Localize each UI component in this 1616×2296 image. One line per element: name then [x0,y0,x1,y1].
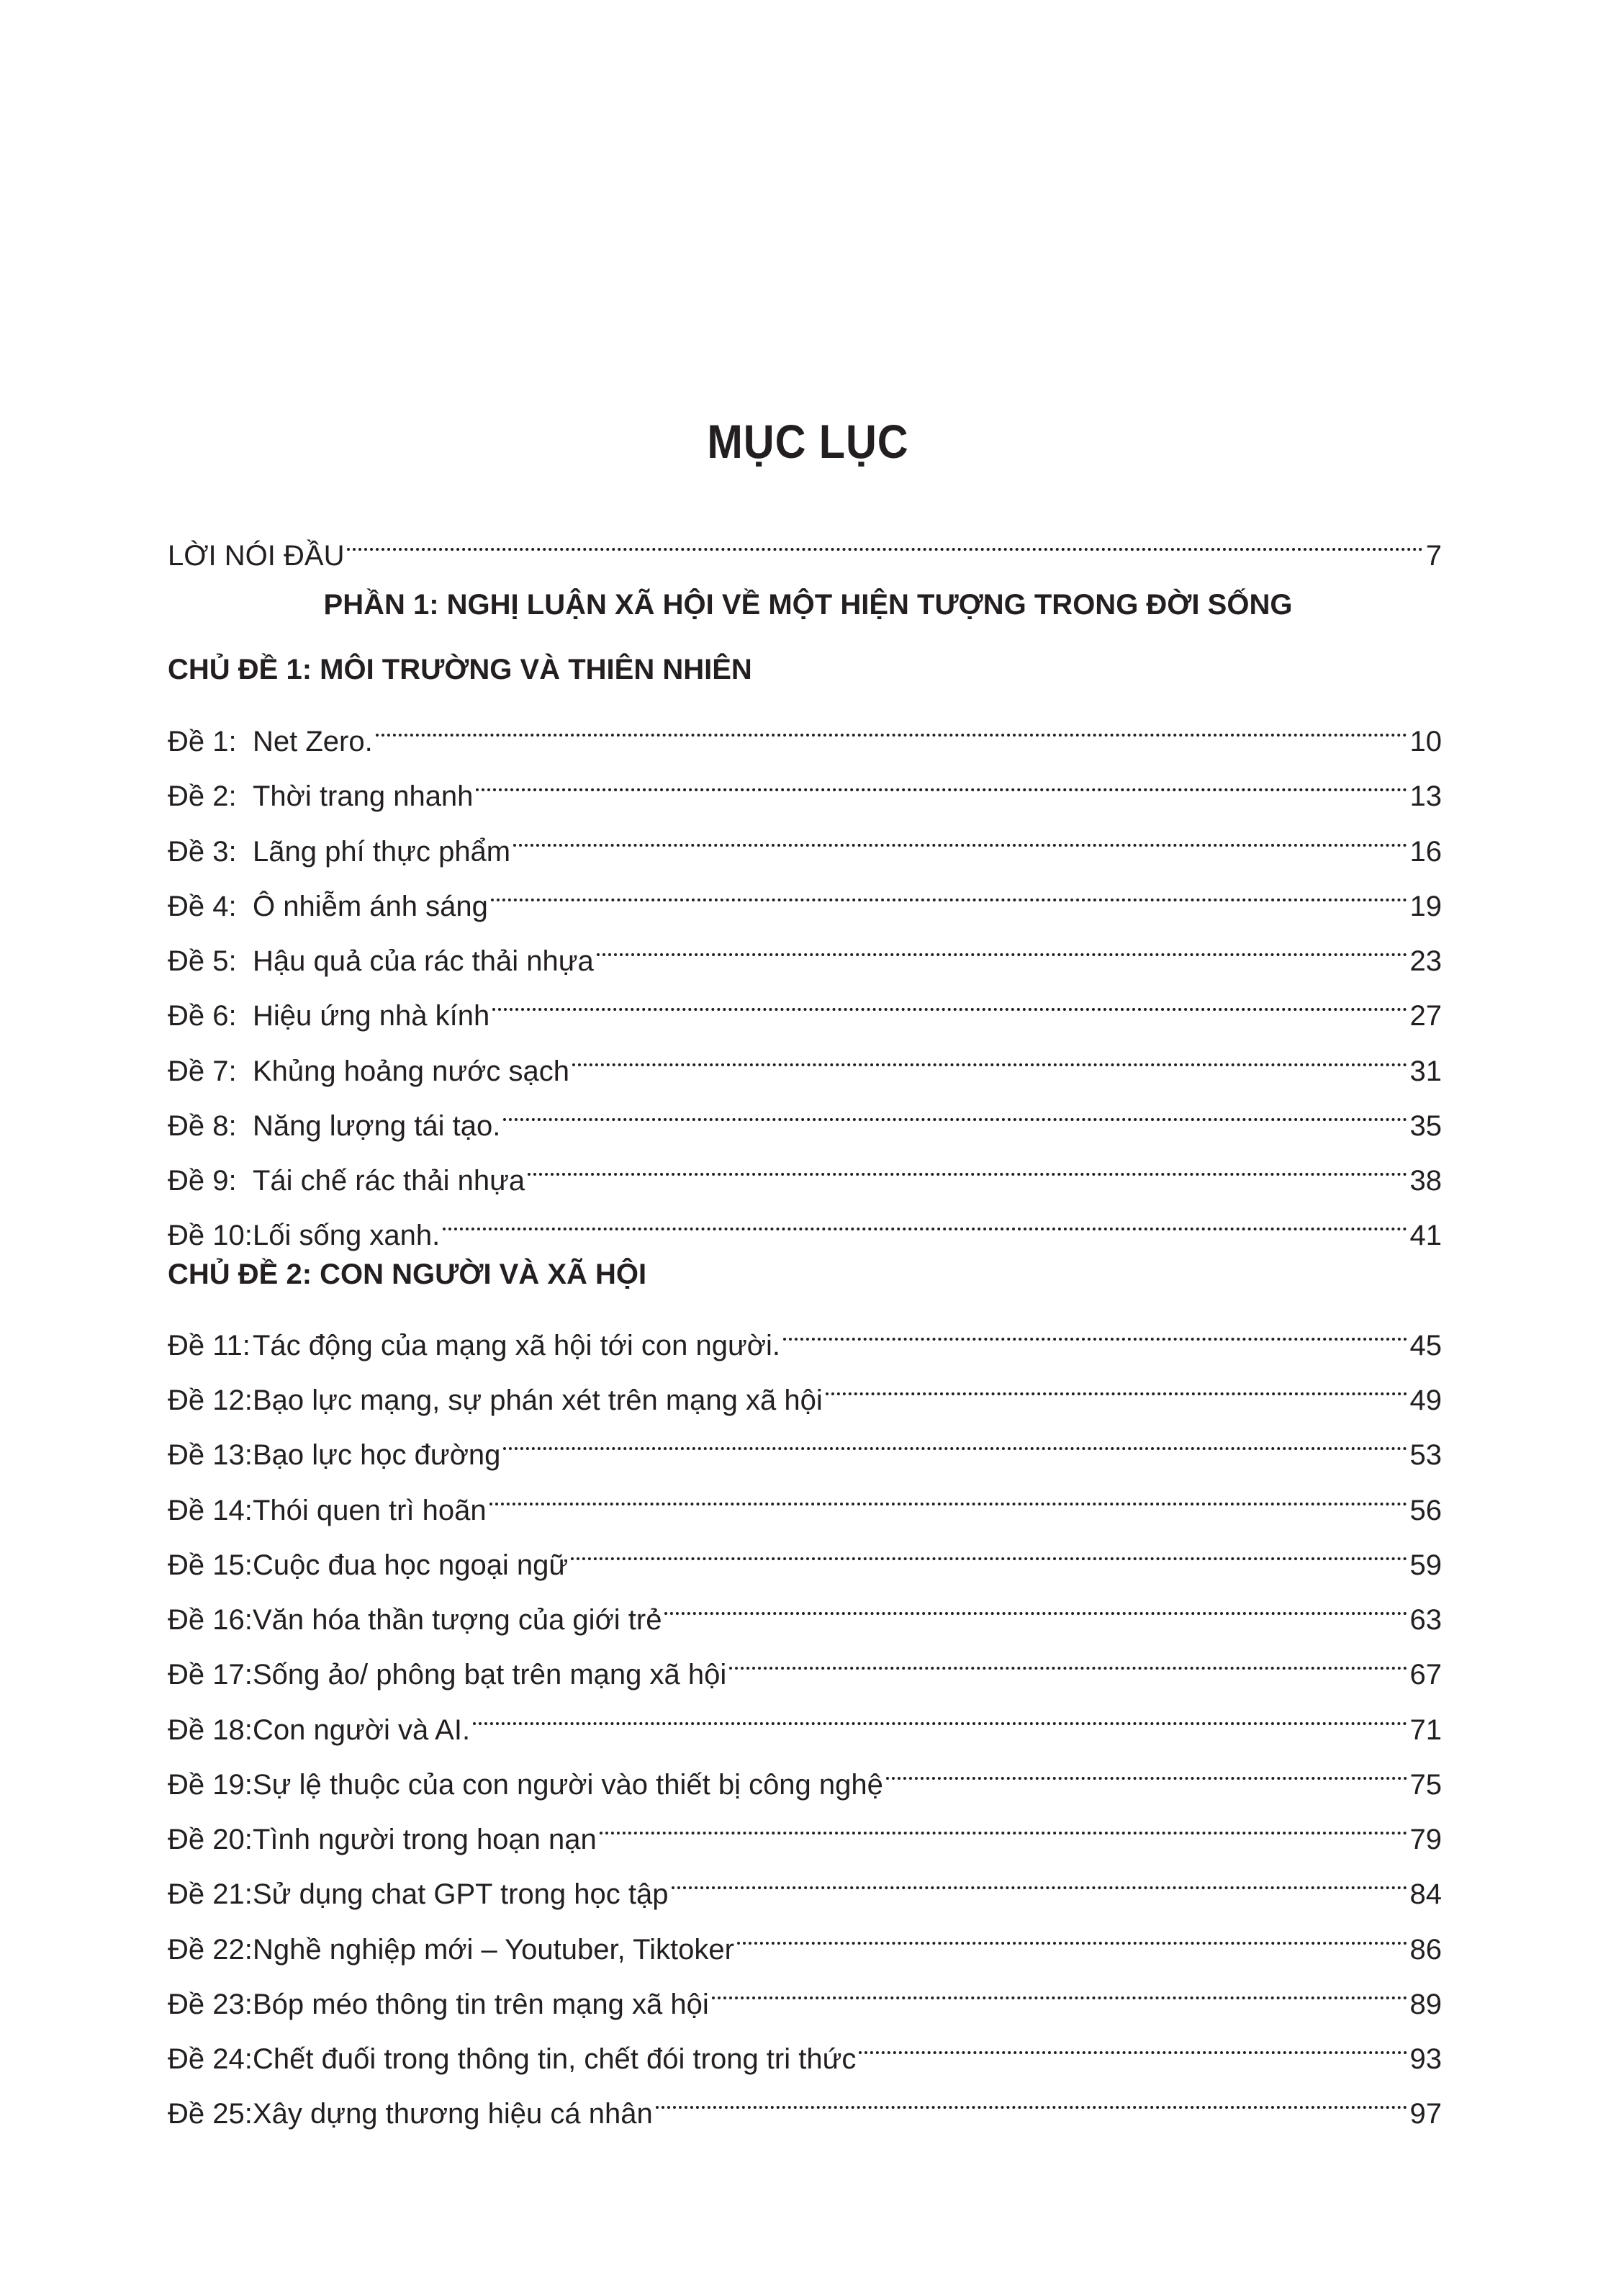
toc-entry-number: Đề 14: [168,1495,253,1526]
toc-entry-page: 41 [1409,1220,1442,1251]
toc-entry-title: Thời trang nhanh [253,780,474,812]
toc-entry-title: Lối sống xanh. [253,1220,441,1251]
toc-entry-page: 79 [1409,1824,1442,1855]
toc-entry-title: Cuộc đua học ngoại ngữ [253,1549,569,1581]
toc-entry-page: 10 [1409,726,1442,757]
toc-entry-number: Đề 7: [168,1055,237,1087]
toc-entry-page: 75 [1409,1769,1442,1801]
part-heading: PHẦN 1: NGHỊ LUẬN XÃ HỘI VỀ MỘT HIỆN TƯỢNG TRONG ĐỜI SỐNG [323,589,1293,621]
toc-entry-number: Đề 23: [168,1989,253,2020]
toc-entry[interactable] [168,701,1442,757]
toc-entry-page: 53 [1409,1439,1442,1471]
toc-entry-page: 35 [1409,1110,1442,1142]
topic-heading: CHỦ ĐỀ 2: CON NGƯỜI VÀ XÃ HỘI [168,1259,647,1290]
toc-entry[interactable] [168,1140,1442,1197]
toc-entry[interactable] [168,1909,1442,1966]
toc-entry-page: 19 [1409,891,1442,922]
toc-entry-title: Bạo lực học đường [253,1439,501,1471]
toc-entry-page: 27 [1409,1000,1442,1032]
toc-entry-title: Xây dựng thương hiệu cá nhân [253,2098,653,2130]
dot-leader [597,1798,1410,1849]
toc-entry[interactable] [168,1469,1442,1526]
toc-entry-title: Bạo lực mạng, sự phán xét trên mạng xã hội [253,1385,823,1416]
toc-entry-number: Đề 13: [168,1439,253,1471]
toc-entry[interactable] [168,975,1442,1032]
toc-entry-title: Hiệu ứng nhà kính [253,1000,490,1032]
toc-entry-number: Đề 2: [168,780,237,812]
toc-entry[interactable] [168,1305,1442,1361]
dot-leader [726,1634,1409,1684]
dot-leader [823,1359,1410,1410]
toc-entry[interactable] [168,2018,1442,2075]
toc-entry[interactable] [168,1579,1442,1636]
toc-entry-number: Đề 1: [168,726,237,757]
toc-entry[interactable] [168,1634,1442,1691]
toc-entry-page: 84 [1409,1878,1442,1910]
toc-entry-title: Ô nhiễm ánh sáng [253,891,488,922]
toc-entry-page: 93 [1409,2043,1442,2075]
dot-leader [487,1469,1410,1520]
toc-entry[interactable] [168,1963,1442,2020]
toc-entry-title: Tái chế rác thải nhựa [253,1165,525,1197]
dot-leader [669,1853,1410,1904]
toc-entry[interactable] [168,1853,1442,1910]
toc-entry-page: 31 [1409,1055,1442,1087]
dot-leader [653,2073,1410,2123]
toc-entry-page: 67 [1409,1659,1442,1691]
toc-entry[interactable] [168,1030,1442,1087]
toc-entry-title: Hậu quả của rác thải nhựa [253,945,594,977]
toc-entry-page: 16 [1409,836,1442,868]
toc-entry-number: Đề 9: [168,1165,237,1197]
dot-leader [500,1414,1409,1464]
toc-entry-page: 56 [1409,1495,1442,1526]
dot-leader [500,1085,1409,1135]
toc-entry-number: Đề 25: [168,2098,253,2130]
toc-entry-number: Đề 11: [168,1330,250,1361]
toc-entry[interactable] [168,2073,1442,2130]
page-title: MỤC LỤC [707,415,909,468]
toc-entry[interactable] [168,920,1442,977]
dot-leader [883,1744,1410,1794]
toc-entry[interactable] [168,1194,1442,1251]
toc-entry[interactable] [168,865,1442,922]
toc-entry[interactable] [168,755,1442,812]
toc-entry-number: Đề 22: [168,1934,253,1966]
toc-entry-number: Đề 10: [168,1220,253,1251]
toc-entry[interactable] [168,1798,1442,1855]
dot-leader [569,1030,1410,1081]
toc-entry-page: 59 [1409,1549,1442,1581]
toc-entry[interactable] [168,1744,1442,1801]
toc-entry-page: 63 [1409,1604,1442,1636]
toc-entry-title: Khủng hoảng nước sạch [253,1055,569,1087]
dot-leader [344,515,1425,565]
toc-entry-page: 97 [1409,2098,1442,2130]
toc-entry-number: Đề 4: [168,891,237,922]
dot-leader [780,1305,1410,1355]
dot-leader [489,975,1409,1025]
toc-entry-number: Đề 18: [168,1714,253,1746]
toc-entry-title: Net Zero. [253,726,373,757]
toc-entry-page: 38 [1409,1165,1442,1197]
toc-entry-title: Năng lượng tái tạo. [253,1110,501,1142]
dot-leader [473,755,1409,806]
toc-entry-title: Tình người trong hoạn nạn [253,1824,597,1855]
toc-entry-page: 13 [1409,780,1442,812]
dot-leader [510,811,1409,861]
dot-leader [470,1689,1409,1739]
dot-leader [440,1194,1409,1245]
topic-heading: CHỦ ĐỀ 1: MÔI TRƯỜNG VÀ THIÊN NHIÊN [168,654,752,685]
toc-entry-title: Văn hóa thần tượng của giới trẻ [253,1604,662,1636]
dot-leader [594,920,1410,971]
toc-entry-page: 86 [1409,1934,1442,1966]
toc-entry[interactable] [168,1414,1442,1471]
toc-entry[interactable] [168,811,1442,868]
toc-entry-number: Đề 20: [168,1824,253,1855]
dot-leader [373,701,1410,751]
toc-entry-number: Đề 17: [168,1659,253,1691]
toc-entry-title: Lãng phí thực phẩm [253,836,511,868]
toc-entry-number: Đề 12: [168,1385,253,1416]
toc-entry-number: Đề 5: [168,945,237,977]
dot-leader [568,1524,1409,1575]
dot-leader [734,1909,1410,1959]
toc-entry-number: Đề 8: [168,1110,237,1142]
toc-entry-title: Bóp méo thông tin trên mạng xã hội [253,1989,709,2020]
toc-entry-title: Chết đuối trong thông tin, chết đói trong tri thức [253,2043,857,2075]
dot-leader [709,1963,1410,2014]
toc-entry-title: Sống ảo/ phông bạt trên mạng xã hội [253,1659,727,1691]
toc-entry-number: Đề 6: [168,1000,237,1032]
toc-entry-page: 89 [1409,1989,1442,2020]
toc-entry[interactable] [168,1359,1442,1416]
toc-entry-number: Đề 21: [168,1878,253,1910]
toc-entry-title: Tác động của mạng xã hội tới con người. [253,1330,780,1361]
toc-entry-page: 23 [1409,945,1442,977]
dot-leader [488,865,1410,916]
dot-leader [856,2018,1409,2068]
toc-entry[interactable] [168,1085,1442,1142]
toc-entry-number: Đề 3: [168,836,237,868]
toc-entry-title: Sử dụng chat GPT trong học tập [253,1878,669,1910]
toc-entry-intro[interactable] [168,515,1442,572]
toc-entry-title: Con người và AI. [253,1714,471,1746]
dot-leader [662,1579,1409,1629]
dot-leader [525,1140,1409,1190]
toc-entry-number: Đề 15: [168,1549,253,1581]
toc-entry-page: 71 [1409,1714,1442,1746]
toc-entry-number: Đề 24: [168,2043,253,2075]
toc-entry-label: LỜI NÓI ĐẦU [168,540,345,572]
toc-entry-number: Đề 19: [168,1769,253,1801]
toc-entry[interactable] [168,1689,1442,1746]
toc-entry-title: Sự lệ thuộc của con người vào thiết bị công nghệ [253,1769,883,1801]
toc-entry-title: Nghề nghiệp mới – Youtuber, Tiktoker [253,1934,734,1966]
toc-entry-number: Đề 16: [168,1604,253,1636]
toc-entry-page: 49 [1409,1385,1442,1416]
toc-entry-page: 45 [1409,1330,1442,1361]
toc-entry-page: 7 [1425,540,1442,572]
toc-entry[interactable] [168,1524,1442,1581]
toc-entry-title: Thói quen trì hoãn [253,1495,487,1526]
